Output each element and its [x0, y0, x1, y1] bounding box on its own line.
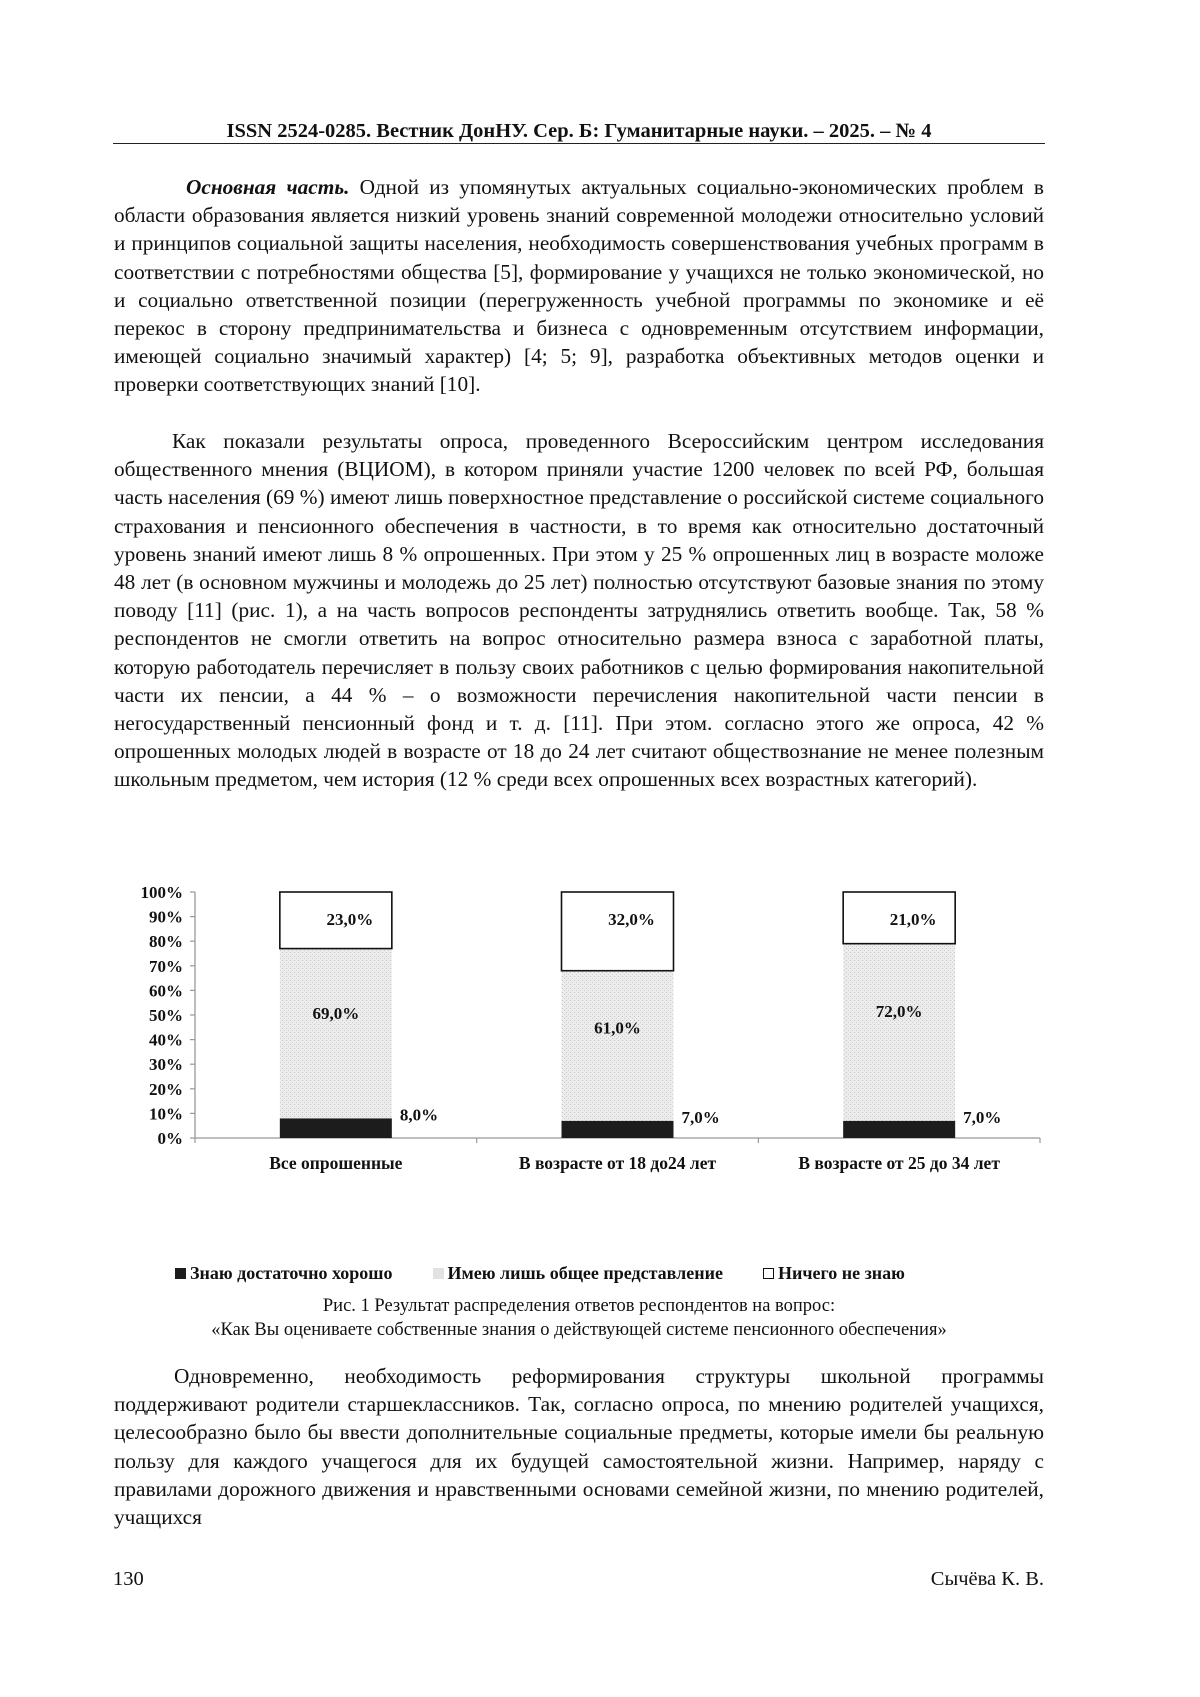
legend-swatch-dark — [175, 1268, 186, 1279]
legend-item-good — [175, 1262, 393, 1284]
bar-segment — [843, 944, 955, 1121]
y-tick-label: 40% — [149, 1030, 183, 1050]
figure-caption-question: «Как Вы оцениваете собственные знания о действующей системе пенсионного обеспечения» — [211, 1320, 947, 1340]
legend-label: Ничего не знаю — [777, 1263, 905, 1283]
y-tick-label: 80% — [149, 932, 183, 952]
legend-item-general — [433, 1262, 723, 1284]
x-tick-label: В возрасте от 18 до24 лет — [518, 1153, 717, 1173]
author-name: Сычёва К. В. — [930, 1568, 1044, 1590]
data-label: 32,0% — [608, 910, 655, 929]
chart-legend — [175, 1262, 1035, 1284]
bar-segment — [280, 949, 392, 1119]
header-rule — [113, 143, 1045, 144]
y-tick-label: 100% — [140, 883, 183, 902]
bar-segment — [562, 892, 674, 971]
bar-segment — [280, 1118, 392, 1138]
data-label: 23,0% — [326, 910, 374, 929]
legend-swatch-white — [763, 1268, 774, 1279]
legend-item-nothing — [763, 1262, 905, 1284]
y-tick-label: 60% — [149, 981, 183, 1001]
legend-label: Знаю достаточно хорошо — [190, 1263, 393, 1283]
y-tick-label: 30% — [149, 1055, 183, 1075]
figure-caption-title: Рис. 1 Результат распределения ответов респондентов на вопрос: — [322, 1296, 836, 1316]
data-label: 61,0% — [594, 1018, 641, 1038]
bar-segment — [843, 1121, 955, 1138]
data-label: 72,0% — [875, 1001, 923, 1021]
y-tick-label: 20% — [149, 1079, 183, 1099]
data-label: 7,0% — [681, 1107, 720, 1127]
journal-header: ISSN 2524-0285. Вестник ДонНУ. Сер. Б: Гуманитарные науки. – 2025. – № 4 — [226, 120, 932, 142]
stacked-bar-chart — [110, 880, 1060, 1240]
bar-segment — [562, 971, 674, 1121]
y-tick-label: 90% — [149, 907, 183, 927]
x-tick-label: Все опрошенные — [269, 1153, 403, 1173]
bar-segment — [562, 1121, 674, 1138]
y-tick-label: 0% — [157, 1129, 183, 1148]
data-label: 69,0% — [312, 1004, 360, 1024]
data-label: 8,0% — [399, 1105, 439, 1125]
data-label: 7,0% — [963, 1107, 1002, 1127]
y-tick-label: 70% — [149, 956, 183, 976]
paragraph-lead: Основная часть. — [186, 175, 350, 199]
page-number: 130 — [113, 1568, 144, 1590]
paragraph-main-part — [114, 173, 1044, 399]
x-tick-label: В возрасте от 25 до 34 лет — [798, 1153, 1000, 1173]
y-tick-label: 10% — [149, 1104, 183, 1124]
legend-label: Имею лишь общее представление — [447, 1263, 723, 1283]
paragraph-reform: Одновременно, необходимость реформирования структуры школьной программы поддерживают родители старшеклассников. Так, согласно опроса, по мнению родителей учащихся, целесообразно было бы ввести дополнительные социальные предметы, которые имели бы реальную пользу для каждого учащегося для их будущей самостоятельной жизни. Например, наряду с правилами дорожного движения и нравственными основами семейной жизни, по мнению родителей, учащихся — [114, 1364, 1044, 1530]
data-label: 21,0% — [889, 910, 937, 929]
y-tick-label: 50% — [149, 1006, 183, 1025]
paragraph-survey-results: Как показали результаты опроса, проведенного Всероссийским центром исследования общественного мнения (ВЦИОМ), в котором приняли участие 1200 человек по всей РФ, большая часть населения (69 %) имеют лишь поверхностное представление о российской системе социального страхования и пенсионного обеспечения в частности, в то время как относительно достаточный уровень знаний имеют лишь 8 % опрошенных. При этом у 25 % опрошенных лиц в возрасте моложе 48 лет (в основном мужчины и молодежь до 25 лет) полностью отсутствуют базовые знания по этому поводу [11] (рис. 1), а на часть вопросов респонденты затруднялись ответить вообще. Так, 58 % респондентов не смогли ответить на вопрос относительно размера взноса с заработной платы, которую работодатель перечисляет в пользу своих работников с целью формирования накопительной части их пенсии, а 44 % – о возможности перечисления накопительной части пенсии в негосударственный пенсионный фонд и т. д. [11]. При этом. согласно этого же опроса, 42 % опрошенных молодых людей в возрасте от 18 до 24 лет считают обществознание не менее полезным школьным предметом, чем история (12 % среди всех опрошенных всех возрастных категорий). — [114, 429, 1044, 792]
paragraph-body: Одной из упомянутых актуальных социально-экономических проблем в области образования является низкий уровень знаний современной молодежи относительно условий и принципов социальной защиты населения, необходимость совершенствования учебных программ в соответствии с потребностями общества [5], формирование у учащихся не только экономической, но и социально ответственной позиции (перегруженность учебной программы по экономике и её перекос в сторону предпринимательства и бизнеса с одновременным отсутствием информации, имеющей социально значимый характер) [4; 5; 9], разработка объективных методов оценки и проверки соответствующих знаний [10]. — [114, 175, 1044, 397]
legend-swatch-light — [433, 1268, 444, 1279]
